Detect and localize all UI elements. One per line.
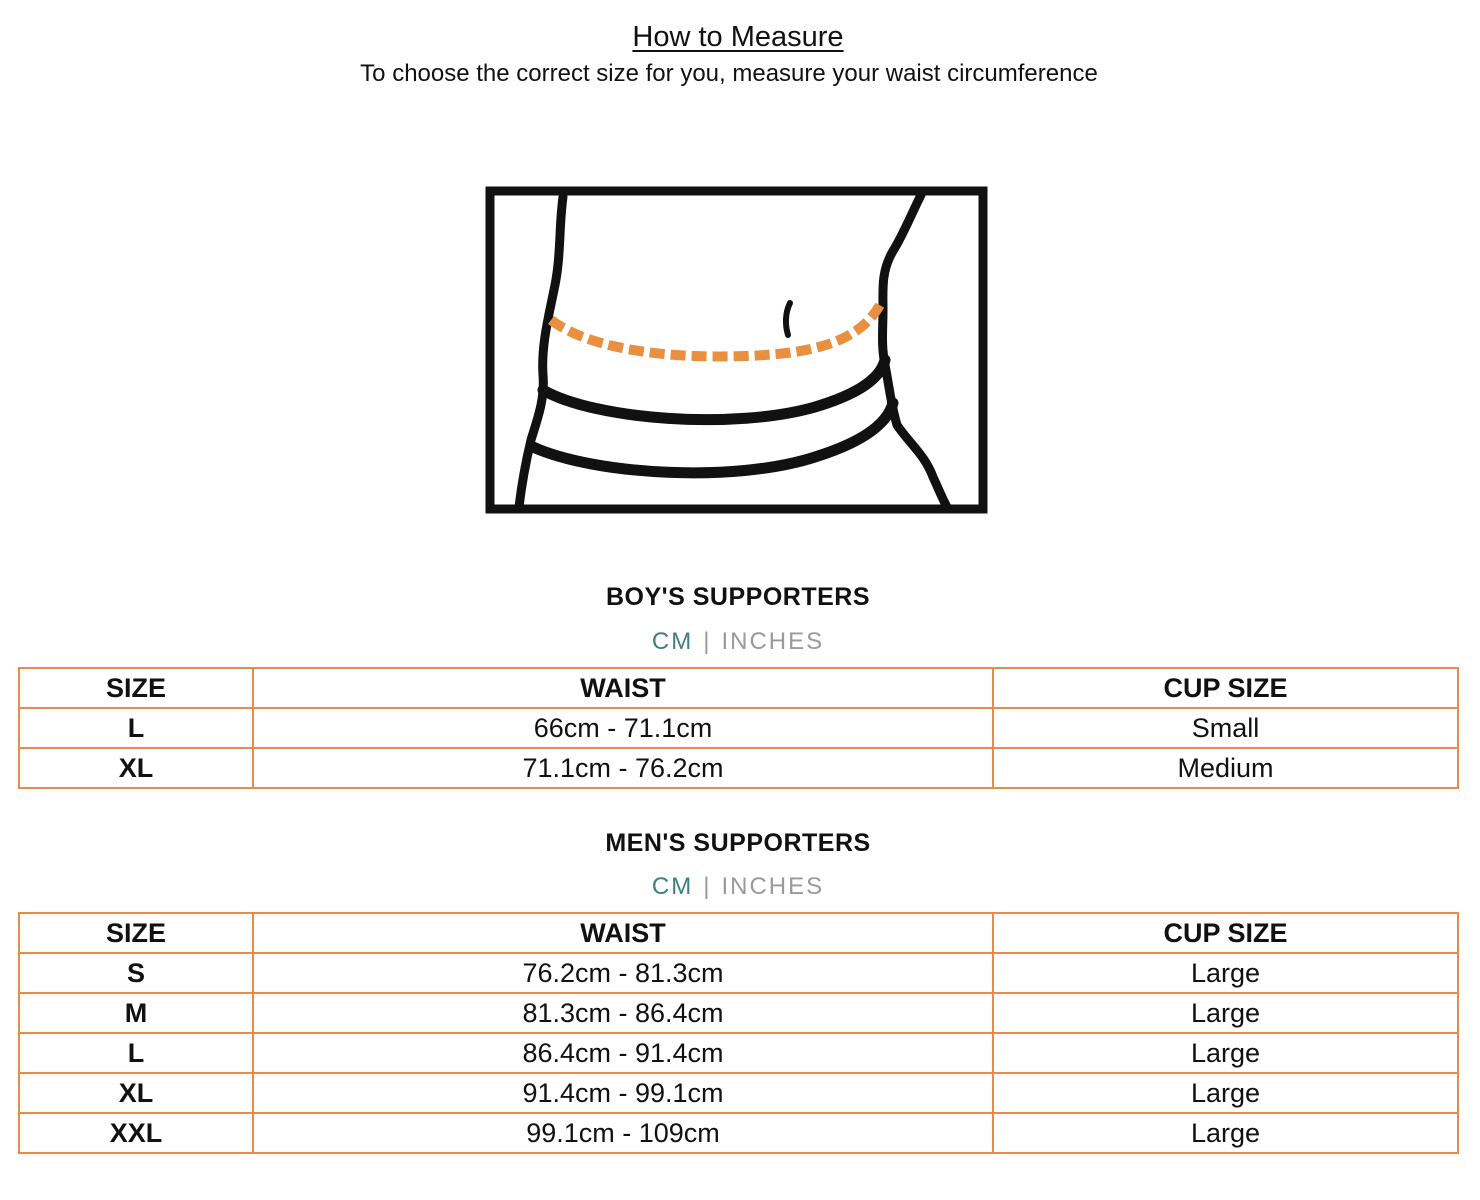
table-row [19,993,1458,1033]
waist-cell: 81.3cm - 86.4cm [253,993,993,1033]
cup-size-cell: Large [993,993,1458,1033]
unit-separator: | [703,873,712,900]
mens-unit-cm-button[interactable]: CM [651,873,694,900]
waist-cell: 99.1cm - 109cm [253,1113,993,1153]
table-header-row [19,913,1458,953]
table-row [19,1073,1458,1113]
cup-size-header: CUP SIZE [993,668,1458,708]
table-row [19,748,1458,788]
mens-unit-toggle [0,872,1476,902]
boys-unit-toggle [0,627,1476,657]
boys-size-table [18,667,1459,789]
table-row [19,953,1458,993]
waist-cell: 76.2cm - 81.3cm [253,953,993,993]
waist-cell: 86.4cm - 91.4cm [253,1033,993,1073]
waist-cell: 71.1cm - 76.2cm [253,748,993,788]
waist-cell: 66cm - 71.1cm [253,708,993,748]
table-row [19,1113,1458,1153]
size-cell: XL [19,748,253,788]
table-header-row [19,668,1458,708]
cup-size-cell: Large [993,1113,1458,1153]
cup-size-cell: Large [993,1073,1458,1113]
size-cell: XXL [19,1113,253,1153]
boys-unit-cm-button[interactable]: CM [651,628,694,655]
boys-unit-inches-button[interactable]: INCHES [721,628,825,655]
waist-header: WAIST [253,913,993,953]
size-cell: L [19,708,253,748]
size-cell: M [19,993,253,1033]
mens-unit-inches-button[interactable]: INCHES [721,873,825,900]
unit-separator: | [703,628,712,655]
size-cell: S [19,953,253,993]
table-row [19,708,1458,748]
page-subtitle: To choose the correct size for you, measure your waist circumference [360,60,1098,87]
boys-section-title: BOY'S SUPPORTERS [606,583,870,611]
page-title: How to Measure [632,21,844,53]
size-header: SIZE [19,913,253,953]
waist-header: WAIST [253,668,993,708]
cup-size-cell: Medium [993,748,1458,788]
cup-size-header: CUP SIZE [993,913,1458,953]
table-row [19,1033,1458,1073]
size-header: SIZE [19,668,253,708]
mens-section-title: MEN'S SUPPORTERS [605,829,871,857]
cup-size-cell: Small [993,708,1458,748]
waist-measurement-illustration-icon [485,185,990,515]
cup-size-cell: Large [993,1033,1458,1073]
size-cell: L [19,1033,253,1073]
cup-size-cell: Large [993,953,1458,993]
waist-cell: 91.4cm - 99.1cm [253,1073,993,1113]
mens-size-table [18,912,1459,1154]
size-cell: XL [19,1073,253,1113]
